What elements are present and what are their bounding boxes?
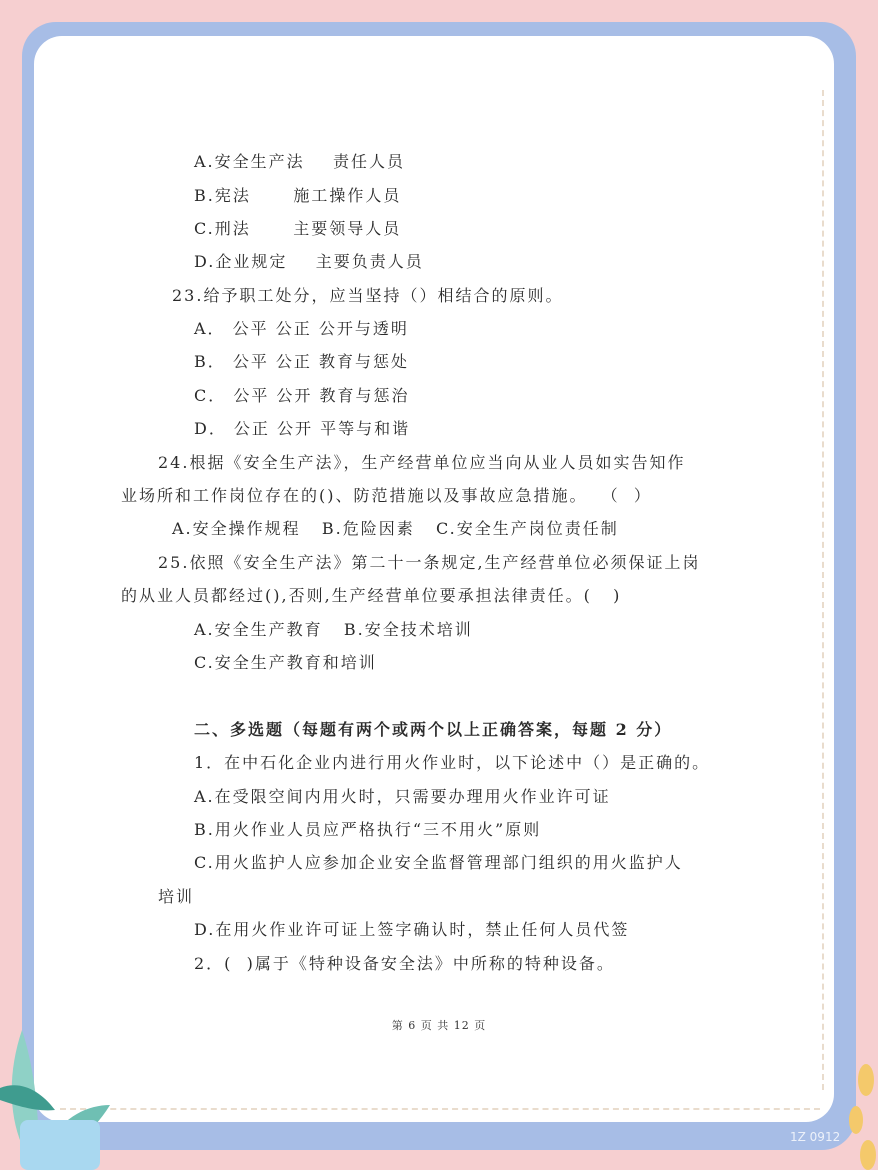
page-number-footer: 第 6 页 共 12 页 <box>391 1019 487 1032</box>
option-line: C.刑法 主要领导人员 <box>194 219 402 238</box>
option-line: A.安全生产法 责任人员 <box>194 152 405 171</box>
section-heading: 二、多选题（每题有两个或两个以上正确答案，每题 2 分） <box>194 720 673 739</box>
question-line: 1．在中石化企业内进行用火作业时，以下论述中（）是正确的。 <box>194 753 711 772</box>
option-line: C． 公平 公开 教育与惩治 <box>194 386 410 405</box>
option-line: 培训 <box>158 887 195 906</box>
option-line: B.用火作业人员应严格执行“三不用火”原则 <box>194 820 542 839</box>
option-line: C.用火监护人应参加企业安全监督管理部门组织的用火监护人 <box>194 853 683 872</box>
option-line: B.宪法 施工操作人员 <box>194 186 402 205</box>
potted-plant-decoration <box>0 1010 120 1170</box>
watermark: 1Z 0912 <box>790 1130 841 1144</box>
option-line: A． 公平 公正 公开与透明 <box>194 319 409 338</box>
paper-edge-decoration <box>822 90 826 1090</box>
question-line: 业场所和工作岗位存在的()、防范措施以及事故应急措施。 （ ） <box>121 486 652 505</box>
option-line: A.在受限空间内用火时，只需要办理用火作业许可证 <box>194 787 611 806</box>
option-line: A.安全生产教育 B.安全技术培训 <box>194 620 473 639</box>
question-line: 的从业人员都经过(),否则,生产经营单位要承担法律责任。( ) <box>121 586 622 605</box>
question-line: 24.根据《安全生产法》，生产经营单位应当向从业人员如实告知作 <box>158 453 686 472</box>
leaf-decoration <box>838 1060 878 1170</box>
question-line: 25.依照《安全生产法》第二十一条规定,生产经营单位必须保证上岗 <box>158 553 701 572</box>
paper-bottom-decoration <box>60 1108 820 1110</box>
option-line: A.安全操作规程 B.危险因素 C.安全生产岗位责任制 <box>172 519 619 538</box>
option-line: D.在用火作业许可证上签字确认时，禁止任何人员代签 <box>194 920 630 939</box>
option-line: D.企业规定 主要负责人员 <box>194 252 424 271</box>
option-line: B． 公平 公正 教育与惩处 <box>194 352 410 371</box>
question-line: 2．( )属于《特种设备安全法》中所称的特种设备。 <box>194 954 615 973</box>
question-line: 23.给予职工处分，应当坚持（）相结合的原则。 <box>172 286 564 305</box>
option-line: C.安全生产教育和培训 <box>194 653 377 672</box>
option-line: D． 公正 公开 平等与和谐 <box>194 419 411 438</box>
